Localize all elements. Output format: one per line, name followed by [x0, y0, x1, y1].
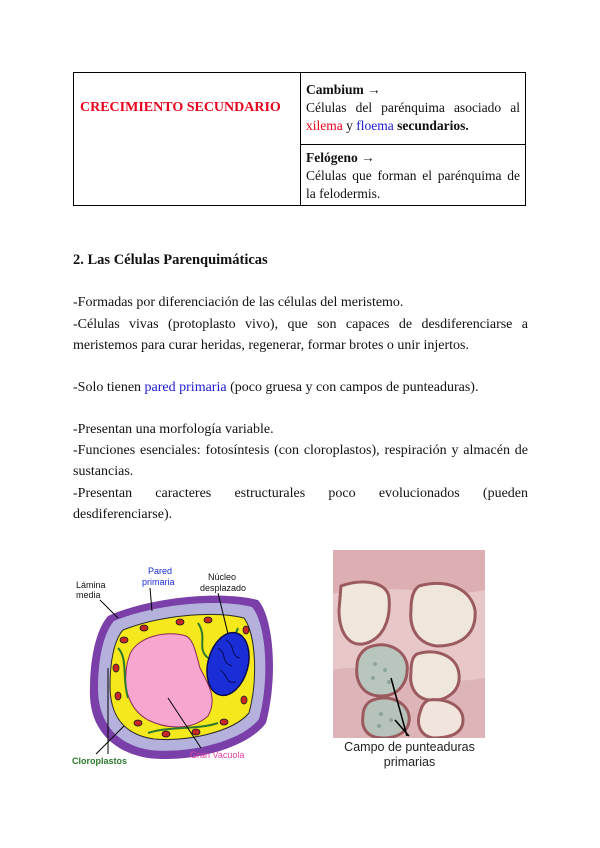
secondary-growth-label: CRECIMIENTO SECUNDARIO	[80, 100, 281, 115]
pared-label-2: primaria	[142, 577, 175, 587]
cambium-description: Células del parénquima asociado al xilema y floema secundarios.	[306, 100, 520, 133]
paragraph-living-cells: -Células vivas (protoplasto vivo), que son capaces de desdiferenciarse a meristemos para curar heridas, regenerar, formar brotes o unir injertos.	[73, 317, 528, 353]
parenchyma-cell-diagram	[68, 558, 283, 773]
growth-table	[73, 72, 526, 206]
vacuola-label: Gran Vacuola	[190, 750, 245, 760]
xilema-term: xilema	[306, 118, 343, 133]
table-divider-vertical	[300, 73, 301, 205]
floema-term: floema	[356, 118, 394, 133]
nucleo-label-1: Núcleo	[208, 572, 237, 582]
nucleo-label-2: desplazado	[200, 583, 247, 593]
lamina-label-2: media	[76, 590, 101, 600]
micrograph-caption: Campo de punteaduras primarias	[344, 740, 475, 769]
pared-label-1: Pared	[148, 566, 173, 576]
paragraph-morphology: -Presentan una morfología variable.	[73, 422, 274, 437]
cambium-title: Cambium →	[306, 82, 381, 97]
felogeno-title: Felógeno →	[306, 150, 375, 165]
cloroplastos-label: Cloroplastos	[72, 756, 128, 766]
felogeno-cell	[306, 149, 520, 203]
micrograph-punteaduras	[333, 550, 485, 738]
table-divider-horizontal	[300, 144, 525, 145]
cambium-cell	[306, 81, 520, 135]
felogeno-description: Células que forman el parénquima de la felodermis.	[306, 168, 520, 201]
paragraph-structure: -Presentan caracteres estructurales poco evolucionados (pueden desdiferenciarse).	[73, 486, 528, 522]
paragraph-functions: -Funciones esenciales: fotosíntesis (con cloroplastos), respiración y almacén de sustancias.	[73, 443, 528, 479]
paragraph-formation: -Formadas por diferenciación de las células del meristemo.	[73, 295, 404, 310]
primary-wall-term: pared primaria	[144, 380, 227, 395]
section-heading: 2. Las Células Parenquimáticas	[73, 252, 268, 268]
paragraph-primary-wall: -Solo tienen pared primaria (poco gruesa y con campos de punteaduras).	[73, 380, 479, 395]
lamina-label-1: Lámina	[76, 580, 106, 590]
